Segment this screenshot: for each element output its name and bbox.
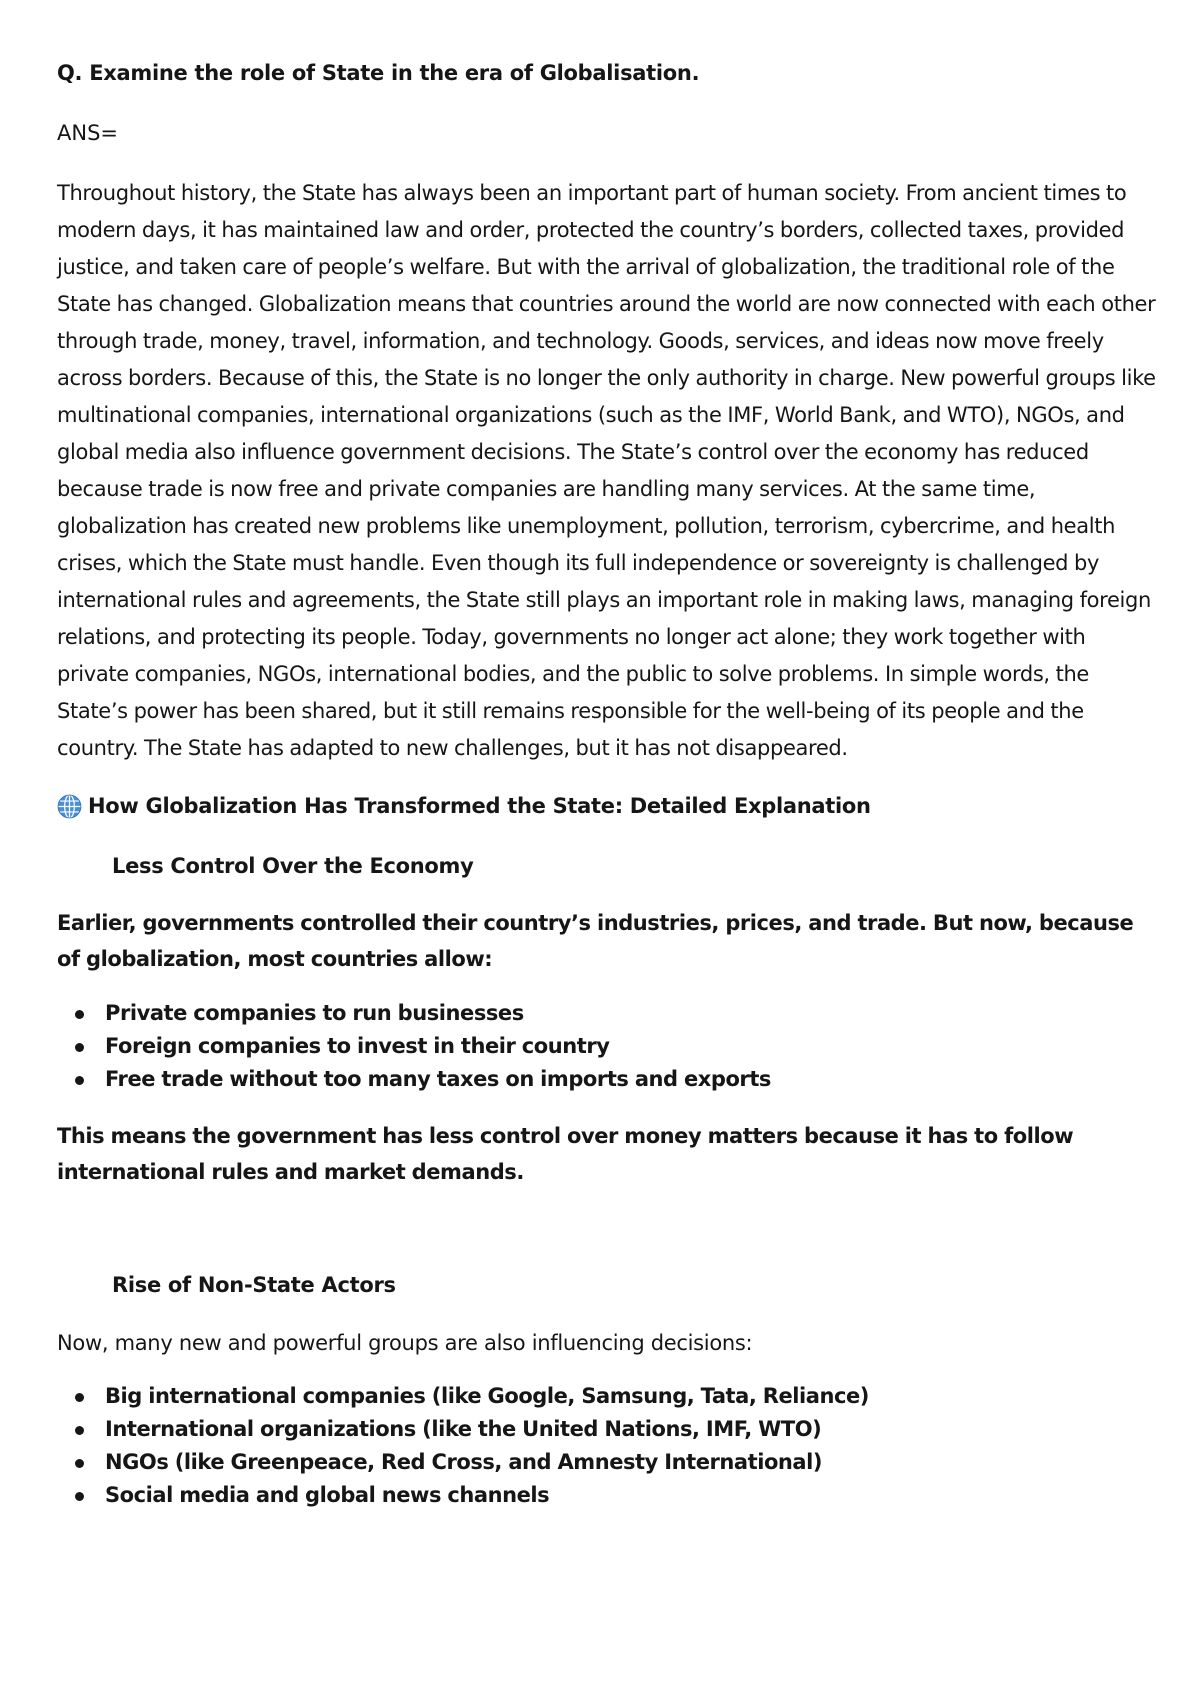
question-heading: Q. Examine the role of State in the era of Globalisation.	[57, 61, 700, 85]
list-item-text: International organizations (like the United Nations, IMF, WTO)	[105, 1417, 822, 1441]
document-page	[57, 56, 1157, 1512]
list-item	[57, 1413, 1157, 1446]
economy-heading: Less Control Over the Economy	[112, 854, 474, 878]
list-item	[57, 1446, 1157, 1479]
intro-paragraph: Throughout history, the State has always been an important part of human society. From ancient times to modern days, it has maintained law and order, protected the country’s borders, collected taxes, provided justice, and taken care of people’s welfare. But with the arrival of globalization, the traditional role of the State has changed. Globalization means that countries around the world are now connected with each other through trade, money, travel, information, and technology. Goods, services, and ideas now move freely across borders. Because of this, the State is no longer the only authority in charge. New powerful groups like multinational companies, international organizations (such as the IMF, World Bank, and WTO), NGOs, and global media also influence government decisions. The State’s control over the economy has reduced because trade is now free and private companies are handling many services. At the same time, globalization has created new problems like unemployment, pollution, terrorism, cybercrime, and health crises, which the State must handle. Even though its full independence or sovereignty is challenged by international rules and agreements, the State still plays an important role in making laws, managing foreign relations, and protecting its people. Today, governments no longer act alone; they work together with private companies, NGOs, international bodies, and the public to solve problems. In simple words, the State’s power has been shared, but it still remains responsible for the well-being of its people and the country. The State has adapted to new challenges, but it has not disappeared.	[57, 181, 1156, 760]
list-item-text: Private companies to run businesses	[105, 1001, 524, 1025]
economy-conclusion: This means the government has less control over money matters because it has to follow international rules and market demands.	[57, 1124, 1074, 1184]
bullet-dot	[75, 1393, 84, 1402]
bullet-dot	[75, 1459, 84, 1468]
economy-lead: Earlier, governments controlled their country’s industries, prices, and trade. But now, because of globalization, most countries allow:	[57, 911, 1134, 971]
globe-icon	[57, 794, 82, 819]
non-state-lead: Now, many new and powerful groups are also influencing decisions:	[57, 1331, 753, 1355]
non-state-heading: Rise of Non-State Actors	[112, 1273, 396, 1297]
bullet-dot	[75, 1043, 84, 1052]
list-item	[57, 997, 1157, 1030]
list-item-text: Free trade without too many taxes on imports and exports	[105, 1067, 771, 1091]
section-title: How Globalization Has Transformed the State: Detailed Explanation	[88, 794, 871, 818]
list-item	[57, 1030, 1157, 1063]
list-item-text: Social media and global news channels	[105, 1483, 550, 1507]
list-item	[57, 1479, 1157, 1512]
economy-list	[57, 997, 1157, 1096]
bullet-dot	[75, 1426, 84, 1435]
list-item	[57, 1380, 1157, 1413]
section-heading	[57, 789, 1157, 823]
vertical-spacer	[57, 1190, 1157, 1268]
list-item-text: Foreign companies to invest in their country	[105, 1034, 610, 1058]
bullet-dot	[75, 1492, 84, 1501]
bullet-dot	[75, 1076, 84, 1085]
non-state-list	[57, 1380, 1157, 1512]
list-item-text: Big international companies (like Google, Samsung, Tata, Reliance)	[105, 1384, 869, 1408]
list-item-text: NGOs (like Greenpeace, Red Cross, and Amnesty International)	[105, 1450, 823, 1474]
bullet-dot	[75, 1010, 84, 1019]
answer-label: ANS=	[57, 121, 119, 145]
list-item	[57, 1063, 1157, 1096]
